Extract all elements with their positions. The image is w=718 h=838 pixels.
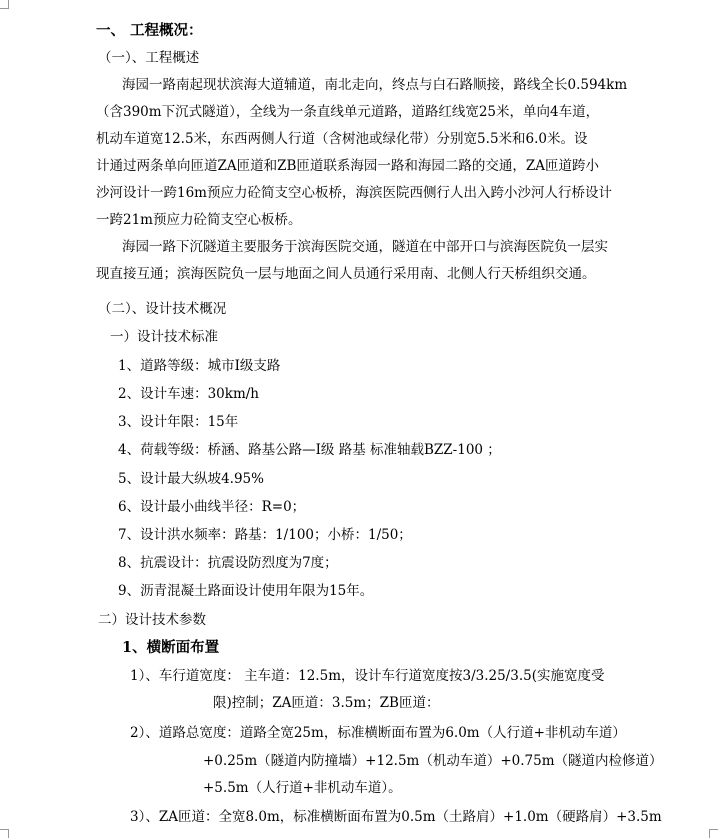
paragraph-line: 海园一路南起现状滨海大道辅道，南北走向，终点与白石路顺接，路线全长0.594km [122,77,628,93]
page-corner-mark [0,0,9,9]
paragraph-line: 沙河设计一跨16m预应力砼简支空心板桥，海滨医院西侧行人出入跨小沙河人行桥设计 [96,185,612,201]
paragraph-line: 计通过两条单向匝道ZA匝道和ZB匝道联系海园一路和海园二路的交通，ZA匝道跨小 [96,158,600,174]
list-item: 2、设计车速：30km/h [118,386,259,402]
paragraph-line: +0.25m（隧道内防撞墙）+12.5m（机动车道）+0.75m（隧道内检修道） [203,753,663,769]
list-item: 9、沥青混凝土路面设计使用年限为15年。 [118,583,374,599]
list-item: 1、道路等级：城市I级支路 [118,358,281,374]
list-item: 6、设计最小曲线半径：R=0； [118,499,306,515]
sub-heading: 一）设计技术标准 [110,329,218,345]
paragraph-line: 现直接互通；滨海医院负一层与地面之间人员通行采用南、北侧人行天桥组织交通。 [96,266,596,282]
paragraph-line: 2）、道路总宽度：道路全宽25m，标准横断面布置为6.0m（人行道+非机动车道） [130,725,626,741]
paragraph-line: 1）、车行道宽度： 主车道：12.5m，设计车行道宽度按3/3.25/3.5(实施宽度受 [130,668,605,684]
list-item: 3、设计年限：15年 [118,414,239,430]
list-item: 4、荷载等级：桥涵、路基公路—I级 路基 标准轴载BZZ-100 ； [118,442,501,458]
paragraph-line: 一跨21m预应力砼简支空心板桥。 [96,212,302,228]
paragraph-line: 机动车道宽12.5米，东西两侧人行道（含树池或绿化带）分别宽5.5米和6.0米。设 [96,131,588,147]
list-item: 7、设计洪水频率：路基：1/100；小桥：1/50； [118,527,412,543]
paragraph-line: （含390m下沉式隧道），全线为一条直线单元道路，道路红线宽25米，单向4车道， [96,104,600,120]
paragraph-line: +5.5m（人行道+非机动车道）。 [203,780,402,796]
item-heading: 1、横断面布置 [122,639,220,656]
section-heading: 一、 工程概况： [96,22,203,39]
sub-heading: 二）设计技术参数 [98,612,206,628]
page-corner-mark [709,829,718,838]
list-item: 5、设计最大纵坡4.95% [118,471,264,487]
subsection-heading: （一）、工程概述 [98,50,200,66]
paragraph-line: 3）、ZA匝道：全宽8.0m，标准横断面布置为0.5m（土路肩）+1.0m（硬路肩）+3.5m [130,809,662,825]
subsection-heading: （二）、设计技术概况 [98,301,227,317]
paragraph-line: 限)控制；ZA匝道：3.5m；ZB匝道： [213,695,440,711]
page-corner-mark [0,829,9,838]
list-item: 8、抗震设计：抗震设防烈度为7度； [118,555,338,571]
paragraph-line: 海园一路下沉隧道主要服务于滨海医院交通，隧道在中部开口与滨海医院负一层实 [122,239,608,255]
